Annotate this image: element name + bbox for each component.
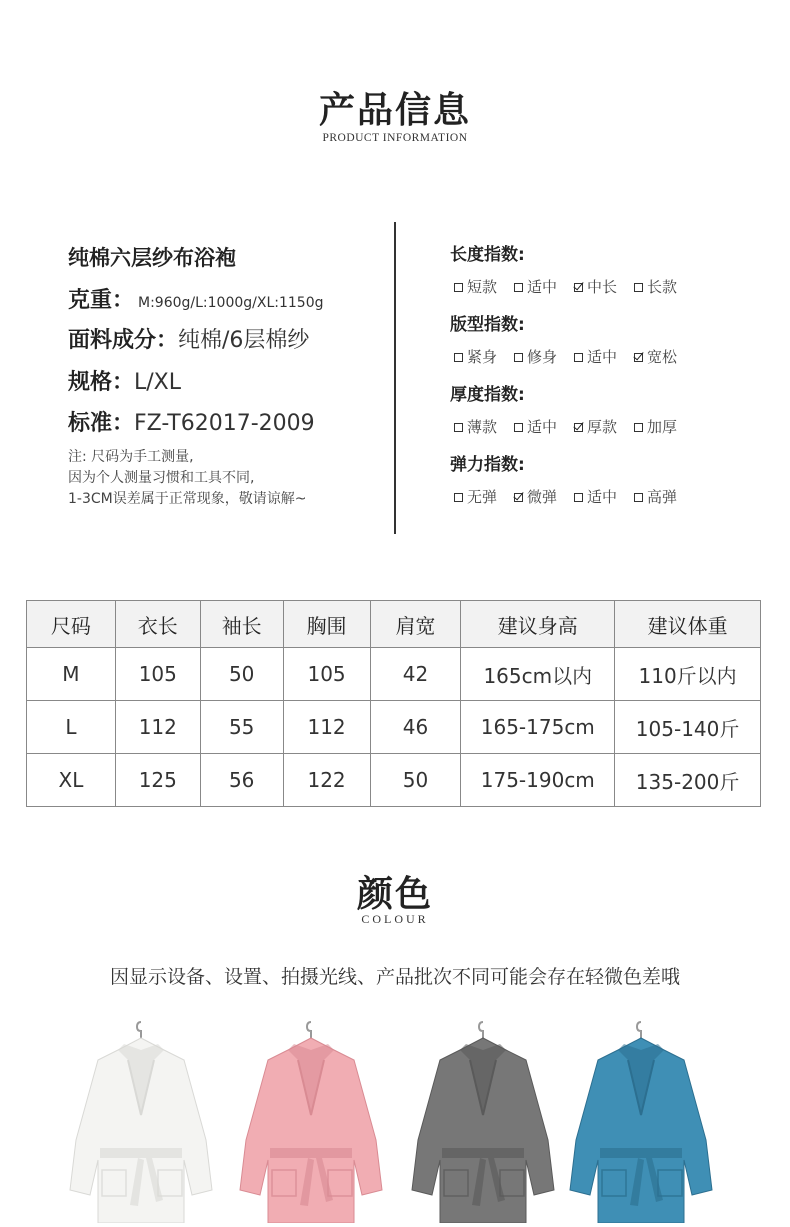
checked-box-icon <box>574 283 583 292</box>
table-cell: 135-200斤 <box>615 754 761 807</box>
index-option-label: 中长 <box>587 278 618 296</box>
table-cell: 165-175cm <box>461 701 615 754</box>
note-line: 因为个人测量习惯和工具不同, <box>68 470 255 486</box>
header-chest: 胸围 <box>283 601 370 648</box>
checkbox-icon <box>574 353 583 362</box>
table-cell: 105 <box>115 648 200 701</box>
index-option <box>574 276 617 297</box>
index-option-label: 适中 <box>527 418 558 436</box>
index-option-label: 适中 <box>587 488 618 506</box>
product-info-title: 产品信息 <box>318 90 471 131</box>
checkbox-icon <box>454 423 463 432</box>
table-cell: 105-140斤 <box>615 701 761 754</box>
table-cell: 165cm以内 <box>461 648 615 701</box>
checkbox-icon <box>454 493 463 502</box>
index-option <box>574 416 617 437</box>
weight-row <box>68 283 324 314</box>
index-title: 版型指数: <box>450 315 525 335</box>
standard-value: FZ-T62017-2009 <box>134 411 315 436</box>
weight-value: M:960g/L:1000g/XL:1150g <box>138 295 324 311</box>
checkbox-icon <box>634 283 643 292</box>
index-option-label: 适中 <box>527 278 558 296</box>
index-option <box>634 486 677 507</box>
robe-gray-image <box>408 1020 558 1223</box>
index-option-label: 修身 <box>527 348 558 366</box>
table-cell: XL <box>27 754 116 807</box>
index-option-label: 薄款 <box>467 418 498 436</box>
header-length: 衣长 <box>115 601 200 648</box>
spec-label: 规格： <box>68 370 135 395</box>
index-option-label: 微弹 <box>527 488 558 506</box>
index-option-label: 适中 <box>587 348 618 366</box>
colour-title: 颜色 <box>356 874 433 915</box>
spec-row <box>68 365 181 396</box>
index-option <box>574 486 617 507</box>
colour-disclaimer: 因显示设备、设置、拍摄光线、产品批次不同可能会存在轻微色差哦 <box>109 966 680 988</box>
checkbox-icon <box>634 493 643 502</box>
checkbox-icon <box>514 423 523 432</box>
table-cell: 112 <box>283 701 370 754</box>
table-cell: 175-190cm <box>461 754 615 807</box>
note-line: 注: 尺码为手工测量, <box>68 449 194 465</box>
table-row <box>27 701 761 754</box>
spec-value: L/XL <box>134 370 182 395</box>
table-cell: 50 <box>200 648 283 701</box>
table-cell: M <box>27 648 116 701</box>
table-cell: 55 <box>200 701 283 754</box>
index-option <box>454 276 497 297</box>
table-cell: 122 <box>283 754 370 807</box>
checkbox-icon <box>454 283 463 292</box>
fabric-row <box>68 323 309 354</box>
index-option-label: 厚款 <box>587 418 618 436</box>
index-options <box>454 276 694 297</box>
index-option-label: 宽松 <box>647 348 678 366</box>
table-cell: 42 <box>370 648 461 701</box>
checkbox-icon <box>514 283 523 292</box>
robe-blue-image <box>566 1020 716 1223</box>
checkbox-icon <box>454 353 463 362</box>
checked-box-icon <box>574 423 583 432</box>
weight-label: 克重： <box>68 288 135 313</box>
table-cell: L <box>27 701 116 754</box>
table-cell: 46 <box>370 701 461 754</box>
note-line: 1-3CM误差属于正常现象，敬请谅解~ <box>68 491 307 507</box>
header-sleeve: 袖长 <box>200 601 283 648</box>
index-option <box>634 416 677 437</box>
index-title: 厚度指数: <box>450 385 525 405</box>
index-option <box>454 346 497 367</box>
standard-row <box>68 406 315 437</box>
index-option <box>514 346 557 367</box>
checked-box-icon <box>634 353 643 362</box>
standard-label: 标准： <box>68 411 135 436</box>
fabric-label: 面料成分： <box>68 328 179 353</box>
checkbox-icon <box>634 423 643 432</box>
index-title: 弹力指数: <box>450 455 525 475</box>
index-option-label: 短款 <box>467 278 498 296</box>
table-cell: 50 <box>370 754 461 807</box>
fabric-value: 纯棉/6层棉纱 <box>178 328 310 353</box>
table-cell: 56 <box>200 754 283 807</box>
index-option-label: 高弹 <box>647 488 678 506</box>
product-info-subtitle: PRODUCT INFORMATION <box>322 132 468 144</box>
index-option <box>634 346 677 367</box>
checked-box-icon <box>514 493 523 502</box>
index-option <box>634 276 677 297</box>
table-header-row <box>27 601 761 648</box>
index-option <box>454 486 497 507</box>
measurement-note <box>68 447 306 510</box>
index-option-label: 长款 <box>647 278 678 296</box>
vertical-divider <box>394 222 396 534</box>
robe-white-image <box>66 1020 216 1223</box>
table-row <box>27 648 761 701</box>
index-option-label: 无弹 <box>467 488 498 506</box>
index-option <box>514 276 557 297</box>
header-shoulder: 肩宽 <box>370 601 461 648</box>
index-options <box>454 346 694 367</box>
size-table <box>26 600 761 807</box>
header-weight: 建议体重 <box>615 601 761 648</box>
index-option <box>454 416 497 437</box>
table-cell: 110斤以内 <box>615 648 761 701</box>
index-option-label: 加厚 <box>647 418 678 436</box>
table-cell: 112 <box>115 701 200 754</box>
table-cell: 105 <box>283 648 370 701</box>
table-cell: 125 <box>115 754 200 807</box>
colour-subtitle: COLOUR <box>361 912 429 926</box>
table-row <box>27 754 761 807</box>
index-options <box>454 486 694 507</box>
checkbox-icon <box>574 493 583 502</box>
product-name: 纯棉六层纱布浴袍 <box>68 246 236 270</box>
index-options <box>454 416 694 437</box>
index-title: 长度指数: <box>450 245 525 265</box>
index-option <box>514 416 557 437</box>
index-option-label: 紧身 <box>467 348 498 366</box>
header-height: 建议身高 <box>461 601 615 648</box>
index-option <box>574 346 617 367</box>
index-option <box>514 486 557 507</box>
robe-pink-image <box>236 1020 386 1223</box>
checkbox-icon <box>514 353 523 362</box>
header-size: 尺码 <box>27 601 116 648</box>
